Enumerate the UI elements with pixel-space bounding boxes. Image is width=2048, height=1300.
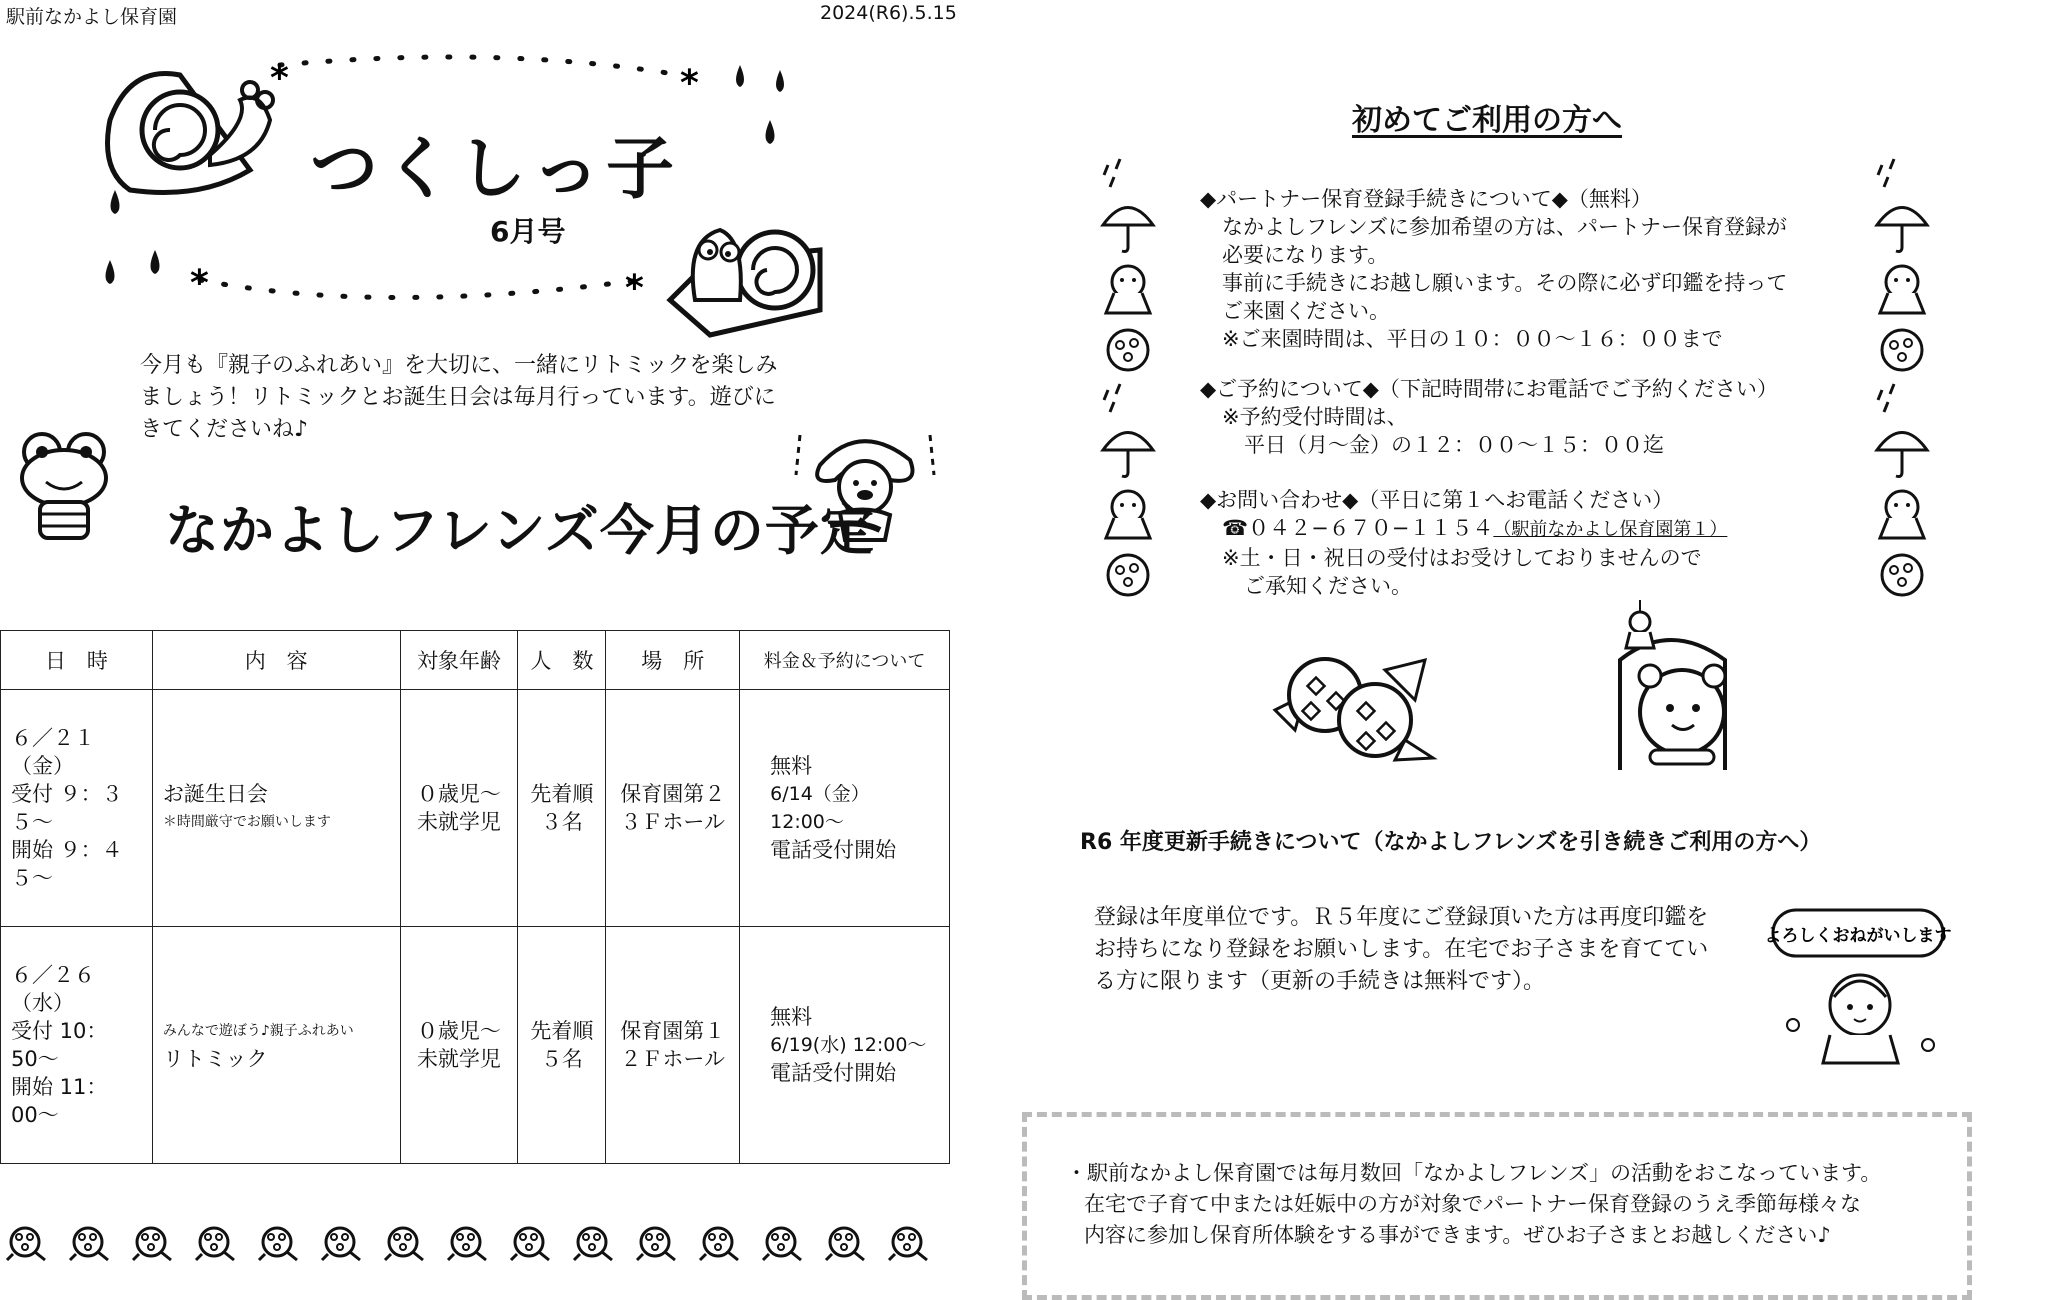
age-cell — [400, 690, 518, 927]
reservation-section — [1200, 375, 1778, 459]
fee-cell — [740, 690, 950, 927]
contact-line: ご承知ください。 — [1244, 574, 1412, 598]
place-cell — [606, 927, 740, 1164]
left-deco-column — [1098, 155, 1168, 595]
fee-text: 無料 — [770, 754, 813, 778]
capacity-text: ５名 — [540, 1047, 583, 1071]
reception-time: 受付 10：50〜 — [11, 1019, 108, 1071]
table-header-row — [1, 631, 950, 690]
registration-line: 必要になります。 — [1222, 243, 1389, 267]
fee-text: 無料 — [770, 1005, 813, 1029]
datetime-cell — [1, 690, 153, 927]
renewal-line: 登録は年度単位です。Ｒ５年度にご登録頂いた方は再度印鑑を — [1094, 905, 1709, 930]
newsletter-title: つくしっ子 — [310, 130, 681, 209]
frog-icon — [10, 430, 120, 550]
place-text: ２Ｆホール — [620, 1047, 726, 1071]
speech-bubble-text: よろしくおねがいします — [1764, 926, 1952, 946]
hydrangea-icon — [7, 1228, 45, 1260]
flower-border — [5, 1222, 955, 1266]
issue-date: 2024(R6).5.15 — [820, 2, 957, 24]
registration-line: ご来園ください。 — [1222, 299, 1390, 323]
capacity-cell — [518, 690, 606, 927]
registration-line: なかよしフレンズに参加希望の方は、パートナー保育登録が — [1222, 215, 1788, 239]
bear-icon — [1600, 600, 1740, 775]
column-header: 料金＆予約について — [740, 631, 950, 690]
reservation-line: 平日（月〜金）の１２：００〜１５：００迄 — [1244, 433, 1664, 457]
teru-teru-bozu-icon — [1106, 266, 1150, 313]
reception-time: 受付 ９：３５〜 — [11, 782, 123, 834]
schedule-table — [0, 630, 950, 1164]
intro-text — [140, 350, 800, 446]
renewal-text — [1094, 902, 1754, 998]
org-name: 駅前なかよし保育園 — [6, 6, 178, 28]
phone-number: ☎０４２−６７０−１１５４ — [1222, 516, 1494, 540]
contact-line: ※土・日・祝日の受付はお受けしておりませんので — [1222, 546, 1702, 570]
newsletter-issue: 6月号 — [490, 215, 566, 248]
fee-text: 電話受付開始 — [770, 1061, 897, 1085]
svg-text:*: * — [270, 58, 289, 99]
renewal-title: R6 年度更新手続きについて（なかよしフレンズを引き続きご利用の方へ） — [1080, 830, 1822, 855]
intro-line: きてくださいね♪ — [140, 417, 309, 442]
age-text: ０歳児〜 — [416, 1019, 501, 1043]
age-text: 未就学児 — [416, 810, 501, 834]
snail-icon — [108, 73, 274, 192]
greeting-illustration — [1764, 905, 1953, 1065]
start-time: 開始 11：00〜 — [11, 1075, 108, 1127]
column-header: 内 容 — [152, 631, 400, 690]
table-row — [1, 690, 950, 927]
capacity-cell — [518, 927, 606, 1164]
umbrella-icon — [1103, 208, 1153, 252]
capacity-text: ３名 — [540, 810, 583, 834]
first-time-title: 初めてご利用の方へ — [1352, 103, 1622, 138]
fee-text: 電話受付開始 — [770, 838, 897, 862]
event-note: ＊時間厳守でお願いします — [162, 814, 331, 830]
contact-phone-line — [1200, 514, 1727, 544]
hydrangea-icon — [1265, 650, 1435, 765]
event-name: お誕生日会 — [162, 782, 268, 806]
fee-text: 6/14（金）12:00〜 — [770, 783, 870, 833]
snail-icon — [670, 230, 820, 335]
renewal-line: お持ちになり登録をお願いします。在宅でお子さまを育ててい — [1094, 937, 1709, 962]
age-cell — [400, 927, 518, 1164]
fee-cell — [740, 927, 950, 1164]
registration-heading: ◆パートナー保育登録手続きについて◆（無料） — [1200, 187, 1652, 211]
registration-section — [1200, 185, 1787, 353]
place-text: ３Ｆホール — [620, 810, 726, 834]
contact-section — [1200, 486, 1727, 600]
column-header: 場 所 — [606, 631, 740, 690]
svg-text:*: * — [625, 268, 644, 309]
reservation-heading: ◆ご予約について◆（下記時間帯にお電話でご予約ください） — [1200, 377, 1778, 401]
event-note: みんなで遊ぼう♪親子ふれあい — [162, 1023, 354, 1039]
reservation-line: ※予約受付時間は、 — [1222, 405, 1408, 429]
fee-text: 6/19(水) 12:00〜 — [770, 1034, 927, 1056]
right-deco-column — [1872, 155, 1942, 595]
date-text: ６／２１（金） — [11, 726, 95, 778]
column-header: 人 数 — [518, 631, 606, 690]
place-text: 保育園第２ — [620, 782, 726, 806]
age-text: 未就学児 — [416, 1047, 501, 1071]
svg-text:*: * — [190, 263, 209, 304]
contact-heading: ◆お問い合わせ◆（平日に第１へお電話ください） — [1200, 488, 1674, 512]
content-cell — [152, 927, 400, 1164]
datetime-cell — [1, 927, 153, 1164]
renewal-line: る方に限ります（更新の手続きは無料です）。 — [1094, 969, 1546, 994]
table-row — [1, 927, 950, 1164]
notice-text — [1066, 1158, 1946, 1251]
column-header: 日 時 — [1, 631, 153, 690]
place-text: 保育園第１ — [620, 1019, 726, 1043]
svg-text:*: * — [680, 63, 699, 104]
notice-line: ・駅前なかよし保育園では毎月数回「なかよしフレンズ」の活動をおこなっています。 — [1066, 1161, 1882, 1185]
registration-line: ※ご来園時間は、平日の１０：００〜１６：００まで — [1222, 327, 1723, 351]
registration-line: 事前に手続きにお越し願います。その際に必ず印鑑を持って — [1222, 271, 1788, 295]
hydrangea-icon — [1108, 330, 1148, 370]
age-text: ０歳児〜 — [416, 782, 501, 806]
date-text: ６／２６（水） — [11, 963, 95, 1015]
intro-line: 今月も『親子のふれあい』を大切に、一緒にリトミックを楽しみ — [140, 353, 778, 378]
month-plan-title: なかよしフレンズ今月の予定 — [165, 499, 875, 562]
start-time: 開始 ９：４５〜 — [11, 838, 123, 890]
notice-line: 内容に参加し保育所体験をする事ができます。ぜひお子さまとお越しください♪ — [1084, 1223, 1831, 1247]
capacity-text: 先着順 — [530, 1019, 594, 1043]
place-cell — [606, 690, 740, 927]
content-cell — [152, 690, 400, 927]
event-name: リトミック — [162, 1047, 268, 1071]
notice-line: 在宅で子育て中または妊娠中の方が対象でパートナー保育登録のうえ季節毎様々な — [1084, 1192, 1861, 1216]
capacity-text: 先着順 — [530, 782, 594, 806]
intro-line: ましょう！リトミックとお誕生日会は毎月行っています。遊びに — [140, 385, 776, 410]
column-header: 対象年齢 — [400, 631, 518, 690]
phone-note: （駅前なかよし保育園第１） — [1493, 519, 1728, 540]
